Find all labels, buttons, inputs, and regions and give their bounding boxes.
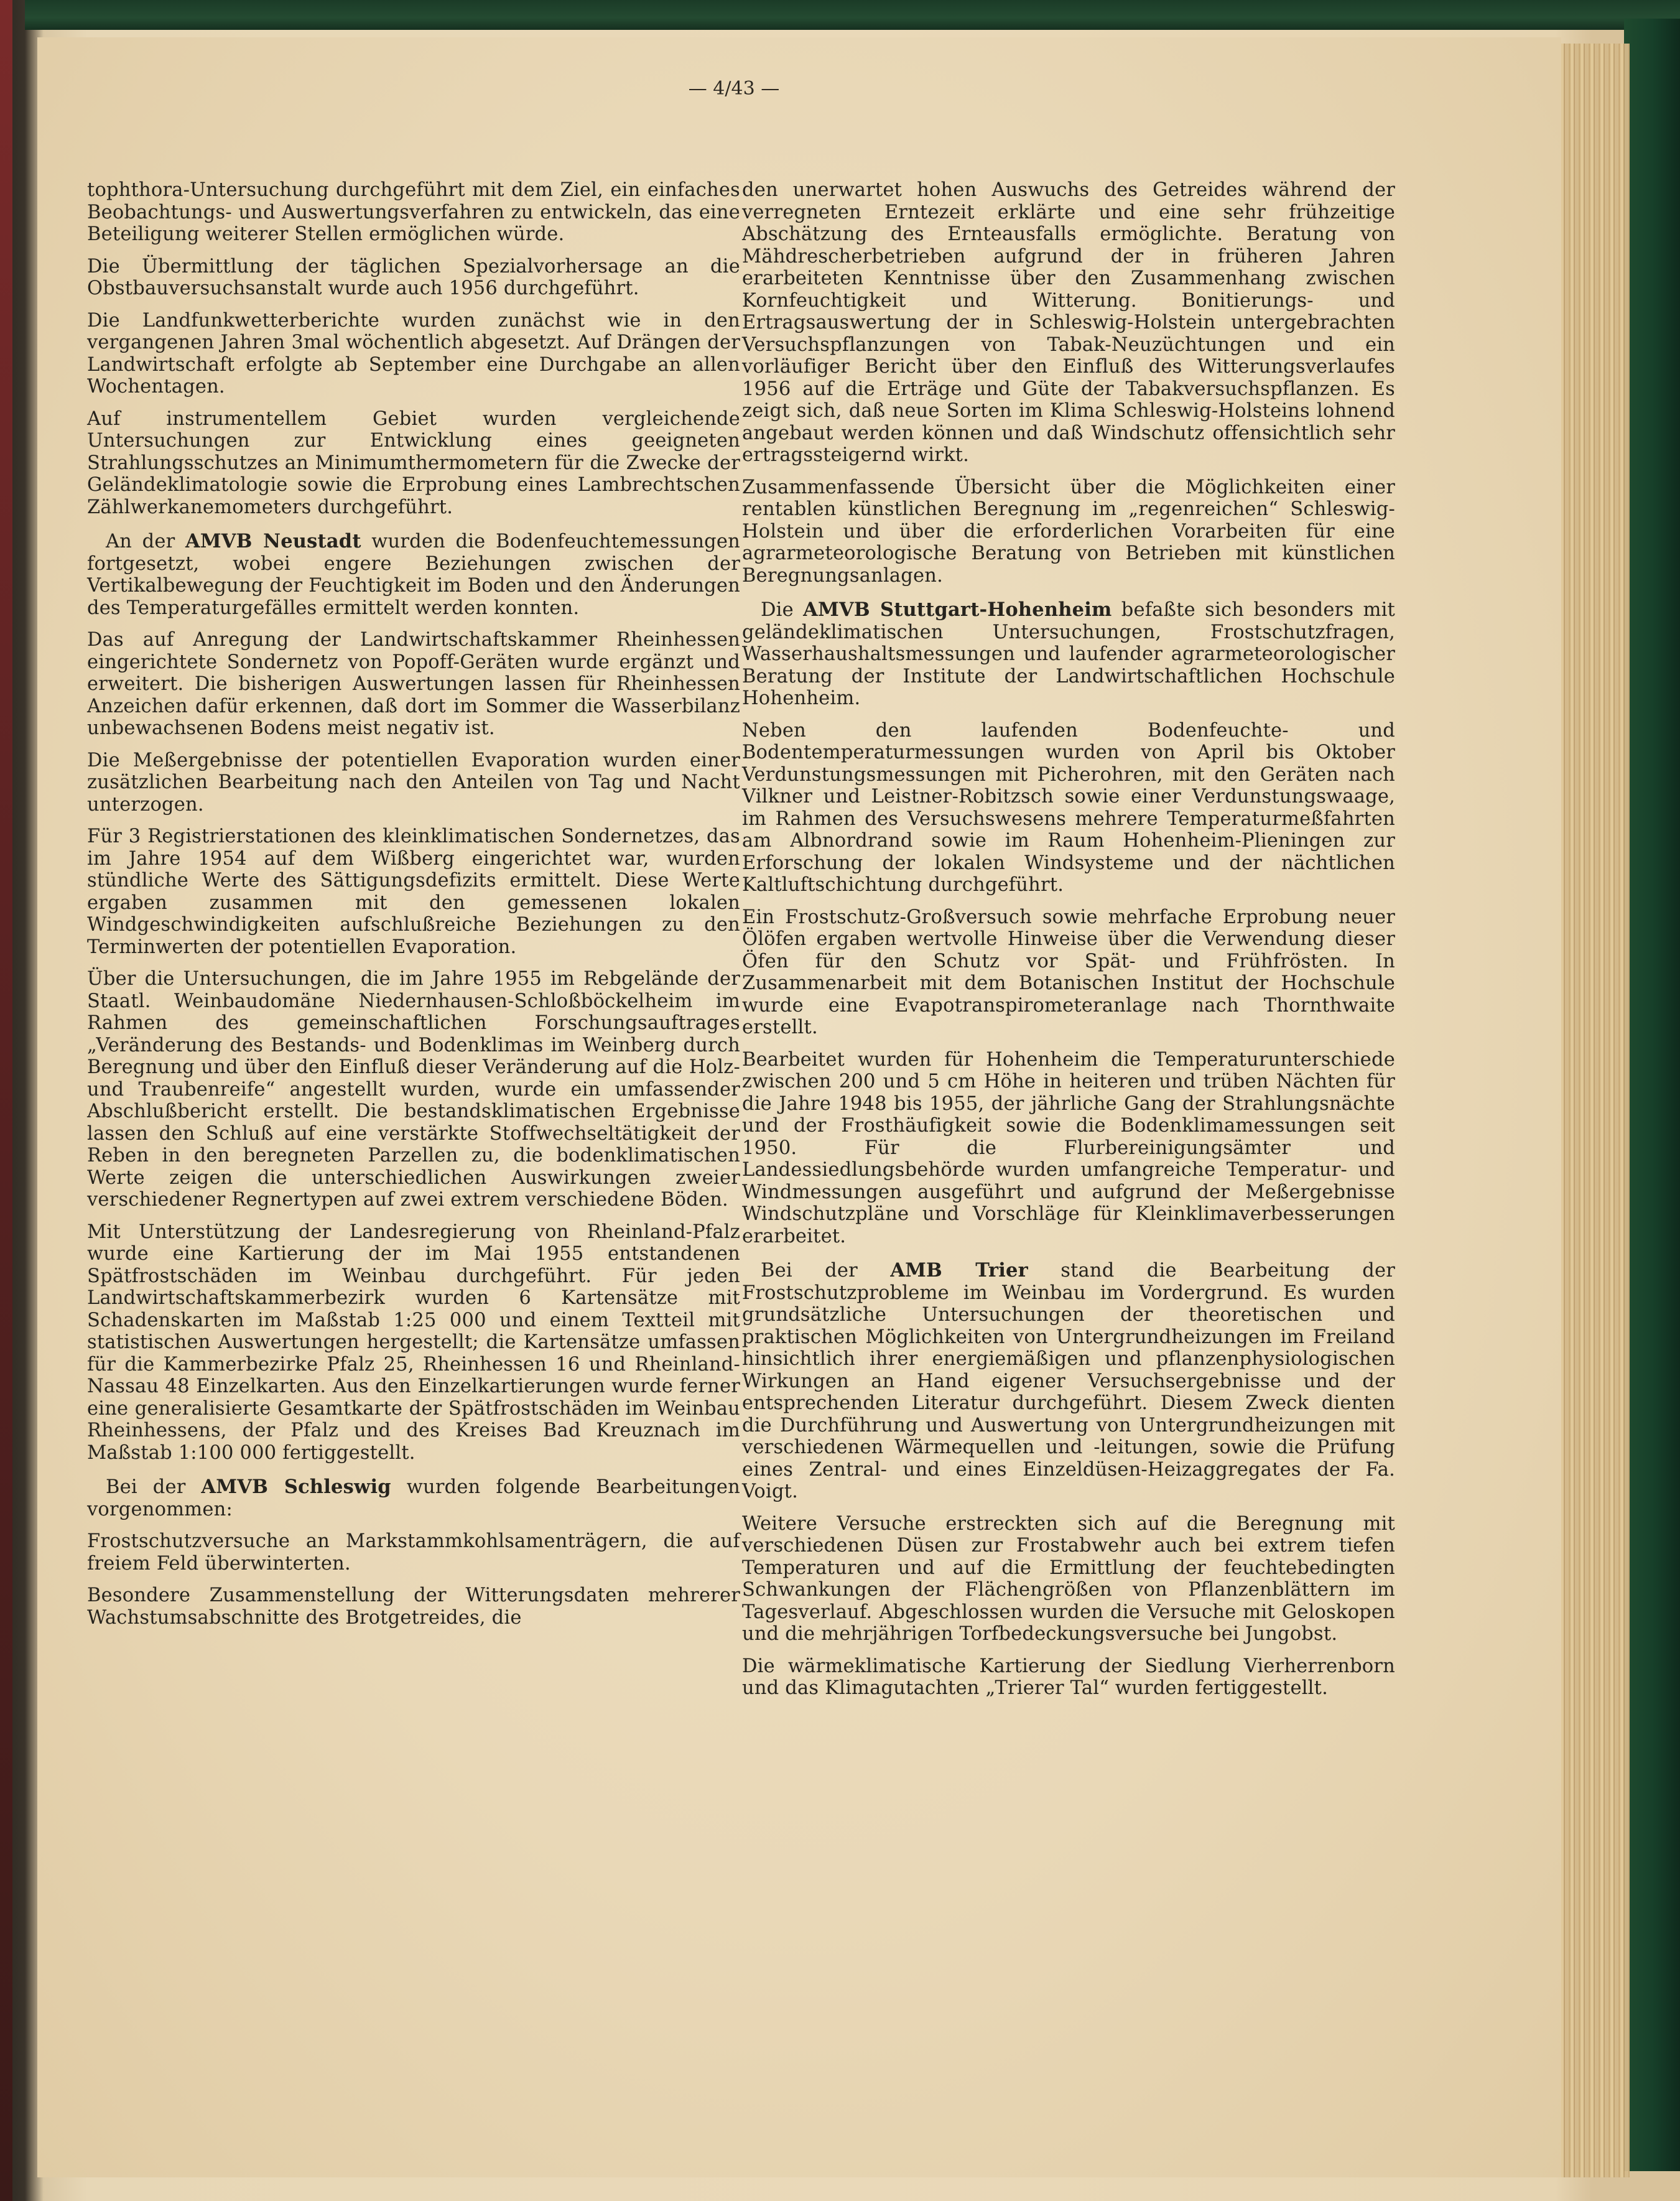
page-number: — 4/43 — xyxy=(688,78,780,100)
paragraph: tophthora-Untersuchung durchgeführt mit dem Ziel, ein einfaches Beobachtungs- und Auswertungsverfahren zu entwickeln, das eine Beteiligung weiterer Stellen ermöglichen würde. xyxy=(87,179,740,245)
right-column xyxy=(742,179,1395,1710)
institution-name: AMB Trier xyxy=(890,1259,1028,1282)
paragraph xyxy=(742,599,1395,710)
paragraph: Auf instrumentellem Gebiet wurden vergleichende Untersuchungen zur Entwicklung eines geeigneten Strahlungsschutzes an Minimumthermometern für die Zwecke der Geländeklimatologie sowie die Erprobung eines Lambrechtschen Zählwerkanemometers durchgeführt. xyxy=(87,407,740,518)
paragraph: Mit Unterstützung der Landesregierung von Rheinland-Pfalz wurde eine Kartierung der im Mai 1955 entstandenen Spätfrostschäden im Weinbau durchgeführt. Für jeden Landwirtschaftskammerbezirk wurden 6 Kartensätze mit Schadenskarten im Maßstab 1:25 000 und einem Textteil mit statistischen Auswertungen hergestellt; die Kartensätze umfassen für die Kammerbezirke Pfalz 25, Rheinhessen 16 und Rheinland-Nassau 48 Einzelkarten. Aus den Einzelkartierungen wurde ferner eine generalisierte Gesamtkarte der Spätfrostschäden im Weinbau Rheinhessens, der Pfalz und des Kreises Bad Kreuznach im Maßstab 1:100 000 fertiggestellt. xyxy=(87,1221,740,1464)
paragraph: Besondere Zusammenstellung der Witterungsdaten mehrerer Wachstumsabschnitte des Brotgetreides, die xyxy=(87,1584,740,1629)
paragraph-lead: Bei der xyxy=(106,1476,202,1498)
paragraph: Das auf Anregung der Landwirtschaftskammer Rheinhessen eingerichtete Sondernetz von Popoff-Geräten wurde ergänzt und erweitert. Die bisherigen Auswertungen lassen für Rheinhessen Anzeichen dafür erkennen, daß dort im Sommer die Wasserbilanz unbewachsenen Bodens meist negativ ist. xyxy=(87,629,740,739)
paragraph: Zusammenfassende Übersicht über die Möglichkeiten einer rentablen künstlichen Beregnung im „regenreichen“ Schleswig-Holstein und über die erforderlichen Vorarbeiten für eine agrarmeteorologische Beratung von Betrieben mit künstlichen Beregnungsanlagen. xyxy=(742,476,1395,587)
paragraph-lead: Bei der xyxy=(761,1260,891,1282)
book-cover-top xyxy=(25,0,1680,30)
paragraph-lead: An der xyxy=(106,531,185,552)
paragraph-body: wurden folgende Bearbeitungen vorgenommen: xyxy=(87,1476,740,1520)
paragraph xyxy=(742,1260,1395,1503)
paragraph-body: stand die Bearbeitung der Frostschutzprobleme im Weinbau im Vordergrund. Es wurden grundsätzliche Untersuchungen der theoretischen und praktischen Möglichkeiten von Untergrundheizungen im Freiland hinsichtlich ihrer energiemäßigen und pflanzenphysiologischen Wirkungen an Hand eigener Versuchsergebnisse und der entsprechenden Literatur durchgeführt. Diesem Zweck dienten die Durchführung und Auswertung von Untergrundheizungen mit verschiedenen Wärmequellen und -leitungen, sowie die Prüfung eines Zentral- und eines Einzeldüsen-Heizaggregates der Fa. Voigt. xyxy=(742,1260,1395,1502)
paragraph: Bearbeitet wurden für Hohenheim die Temperaturunterschiede zwischen 200 und 5 cm Höhe in heiteren und trüben Nächten für die Jahre 1948 bis 1955, der jährliche Gang der Strahlungsnächte und der Frosthäufigkeit sowie die Bodenklimamessungen seit 1950. Für die Flurbereinigungsämter und Landessiedlungsbehörde wurden umfangreiche Temperatur- und Windmessungen ausgeführt und aufgrund der Meßergebnisse Windschutzpläne und Vorschläge für Kleinklimaverbesserungen erarbeitet. xyxy=(742,1048,1395,1247)
paragraph: Neben den laufenden Bodenfeuchte- und Bodentemperaturmessungen wurden von April bis Oktober Verdunstungsmessungen mit Picherohren, mit den Geräten nach Vilkner und Leistner-Robitzsch sowie einer Verdunstungswaage, im Rahmen des Versuchswesens mehrere Temperaturmeßfahrten am Albnordrand sowie im Raum Hohenheim-Plieningen zur Erforschung der lokalen Windsysteme und der nächtlichen Kaltluftschichtung durchgeführt. xyxy=(742,719,1395,896)
binding-edge-left xyxy=(0,0,12,2201)
paragraph: Ein Frostschutz-Großversuch sowie mehrfache Erprobung neuer Ölöfen ergaben wertvolle Hinweise über die Verwendung dieser Öfen für den Schutz vor Spät- und Frühfrösten. In Zusammenarbeit mit dem Botanischen Institut der Hochschule wurde eine Evapotranspirometeranlage nach Thornthwaite erstellt. xyxy=(742,906,1395,1038)
paragraph: den unerwartet hohen Auswuchs des Getreides während der verregneten Erntezeit erklärte und eine sehr frühzeitige Abschätzung des Ernteausfalls ermöglichte. Beratung von Mähdrescherbetrieben aufgrund der in früheren Jahren erarbeiteten Kenntnisse über den Zusammenhang zwischen Kornfeuchtigkeit und Witterung. Bonitierungs- und Ertragsauswertung der in Schleswig-Holstein untergebrachten Versuchspflanzungen von Tabak-Neuzüchtungen und ein vorläufiger Bericht über den Einfluß des Witterungsverlaufes 1956 auf die Erträge und Güte der Tabakversuchspflanzen. Es zeigt sich, daß neue Sorten im Klima Schleswig-Holsteins lohnend angebaut werden können und daß Windschutz offensichtlich sehr ertragssteigernd wirkt. xyxy=(742,179,1395,466)
institution-name: AMVB Stuttgart-Hohenheim xyxy=(803,598,1112,621)
paragraph xyxy=(87,531,740,619)
paragraph-lead: Die xyxy=(761,599,804,621)
paragraph: Die Landfunkwetterberichte wurden zunächst wie in den vergangenen Jahren 3mal wöchentlich abgesetzt. Auf Drängen der Landwirtschaft erfolgte ab September eine Durchgabe an allen Wochentagen. xyxy=(87,309,740,398)
institution-name: AMVB Neustadt xyxy=(185,530,361,552)
paragraph: Weitere Versuche erstreckten sich auf die Beregnung mit verschiedenen Düsen zur Frostabwehr auch bei extrem tiefen Temperaturen und auf die Ermittlung der feuchtebedingten Schwankungen der Flächengrößen von Pflanzenblättern im Tagesverlauf. Abgeschlossen wurden die Versuche mit Geloskopen und die mehrjährigen Torfbedeckungsversuche bei Jungobst. xyxy=(742,1512,1395,1645)
paragraph: Frostschutzversuche an Markstammkohlsamenträgern, die auf freiem Feld überwinterten. xyxy=(87,1530,740,1575)
book-cover-right xyxy=(1624,19,1680,2171)
institution-name: AMVB Schleswig xyxy=(201,1476,391,1498)
paragraph: Über die Untersuchungen, die im Jahre 1955 im Rebgelände der Staatl. Weinbaudomäne Niedernhausen-Schloßböckelheim im Rahmen des gemeinschaftlichen Forschungsauftrages „Veränderung des Bestands- und Bodenklimas im Weinberg durch Beregnung und über den Einfluß dieser Veränderung auf die Holz- und Traubenreife“ angestellt wurden, wurde ein umfassender Abschlußbericht erstellt. Die bestandsklimatischen Ergebnisse lassen den Schluß auf eine verstärkte Stoffwechseltätigkeit der Reben in den beregneten Parzellen zu, die bodenklimatischen Werte zeigen die unterschiedlichen Auswirkungen zweier verschiedener Regnertypen auf zwei extrem verschiedene Böden. xyxy=(87,968,740,1211)
paragraph-body: befaßte sich besonders mit geländeklimatischen Untersuchungen, Frostschutzfragen, Wasserhaushaltsmessungen und laufender agrarmeteorologischer Beratung der Institute der Landwirtschaftlichen Hochschule Hohenheim. xyxy=(742,599,1395,709)
left-column xyxy=(87,179,740,1639)
paragraph: Die Meßergebnisse der potentiellen Evaporation wurden einer zusätzlichen Bearbeitung nach den Anteilen von Tag und Nacht unterzogen. xyxy=(87,749,740,816)
paragraph: Für 3 Registrierstationen des kleinklimatischen Sondernetzes, das im Jahre 1954 auf dem Wißberg eingerichtet war, wurden stündliche Werte des Sättigungsdefizits ermittelt. Diese Werte ergaben zusammen mit den gemessenen lokalen Windgeschwindigkeiten aufschlußreiche Beziehungen zu den Terminwerten der potentiellen Evaporation. xyxy=(87,826,740,958)
paragraph: Die wärmeklimatische Kartierung der Siedlung Vierherrenborn und das Klimagutachten „Trierer Tal“ wurden fertiggestellt. xyxy=(742,1655,1395,1699)
page-edges xyxy=(1555,44,1630,2177)
paragraph-body: wurden die Bodenfeuchtemessungen fortgesetzt, wobei engere Beziehungen zwischen der Vertikalbewegung der Feuchtigkeit im Boden und den Änderungen des Temperaturgefälles ermittelt werden konnten. xyxy=(87,531,740,619)
paragraph xyxy=(87,1476,740,1520)
paragraph: Die Übermittlung der täglichen Spezialvorhersage an die Obstbauversuchsanstalt wurde auch 1956 durchgeführt. xyxy=(87,255,740,299)
